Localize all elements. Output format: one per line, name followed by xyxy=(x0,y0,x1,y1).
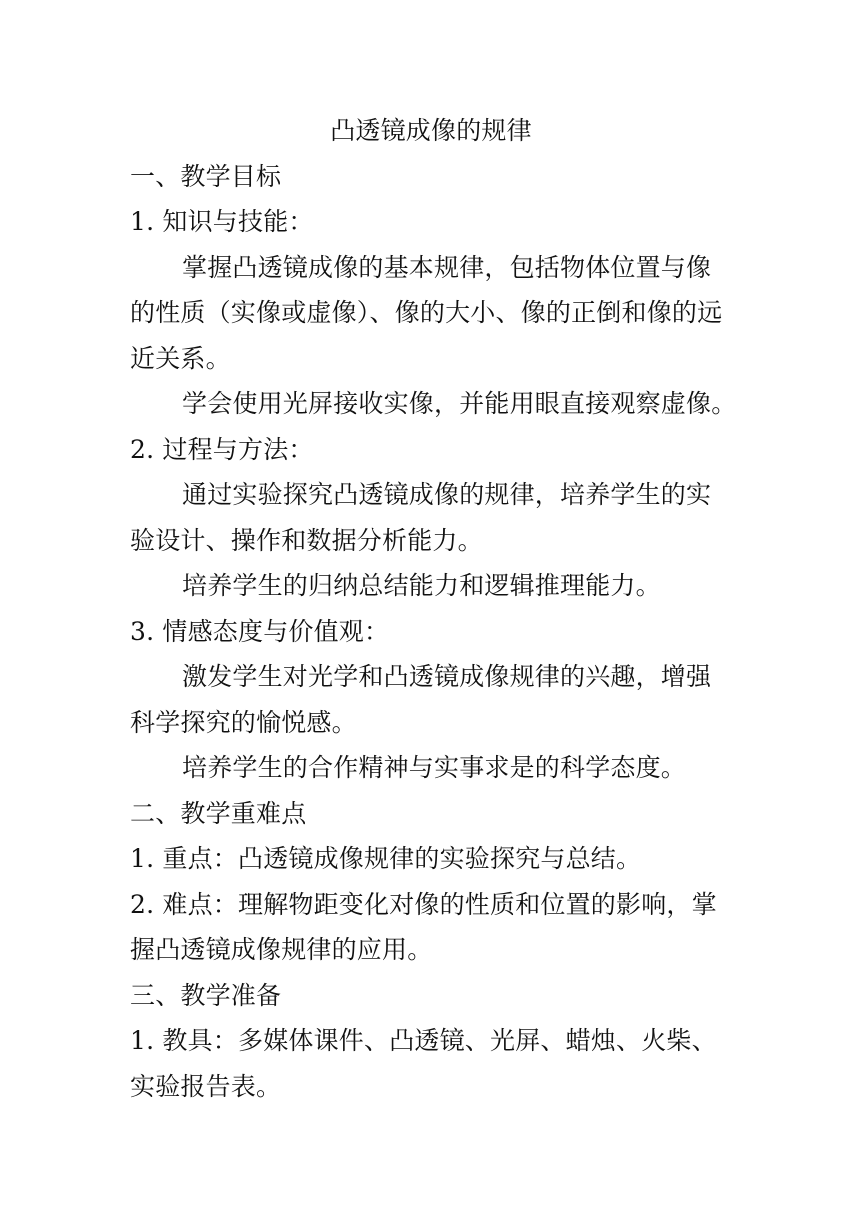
paragraph-line: 激发学生对光学和凸透镜成像规律的兴趣，增强 xyxy=(182,662,712,691)
paragraph-line: 的性质（实像或虚像）、像的大小、像的正倒和像的远 xyxy=(130,298,723,327)
list-item: 2. 难点：理解物距变化对像的性质和位置的影响，掌 xyxy=(130,889,717,919)
page-title: 凸透镜成像的规律 xyxy=(330,116,532,145)
paragraph-line: 学会使用光屏接收实像，并能用眼直接观察虚像。 xyxy=(182,389,737,418)
paragraph-line: 培养学生的合作精神与实事求是的科学态度。 xyxy=(182,753,687,782)
paragraph-line: 验设计、操作和数据分析能力。 xyxy=(130,525,483,555)
paragraph-line: 培养学生的归纳总结能力和逻辑推理能力。 xyxy=(182,571,661,600)
section-heading-objectives: 一、教学目标 xyxy=(130,161,282,191)
document-body xyxy=(130,108,737,1109)
subheading-attitudes-values: 3. 情感态度与价值观： xyxy=(130,616,390,646)
paragraph-line: 科学探究的愉悦感。 xyxy=(130,707,357,737)
section-heading-key-points: 二、教学重难点 xyxy=(130,798,307,828)
subheading-knowledge-skills: 1. 知识与技能： xyxy=(130,207,314,236)
paragraph-line: 通过实验探究凸透镜成像的规律，培养学生的实 xyxy=(182,480,712,509)
paragraph-line: 握凸透镜成像规律的应用。 xyxy=(130,935,433,964)
list-item: 1. 重点：凸透镜成像规律的实验探究与总结。 xyxy=(130,844,642,873)
subheading-process-methods: 2. 过程与方法： xyxy=(130,434,314,464)
list-item: 1. 教具：多媒体课件、凸透镜、光屏、蜡烛、火柴、 xyxy=(130,1026,717,1055)
section-heading-preparation: 三、教学准备 xyxy=(130,980,282,1010)
paragraph-line: 实验报告表。 xyxy=(130,1071,282,1101)
paragraph-line: 掌握凸透镜成像的基本规律，包括物体位置与像 xyxy=(182,252,712,282)
paragraph-line: 近关系。 xyxy=(130,343,231,373)
